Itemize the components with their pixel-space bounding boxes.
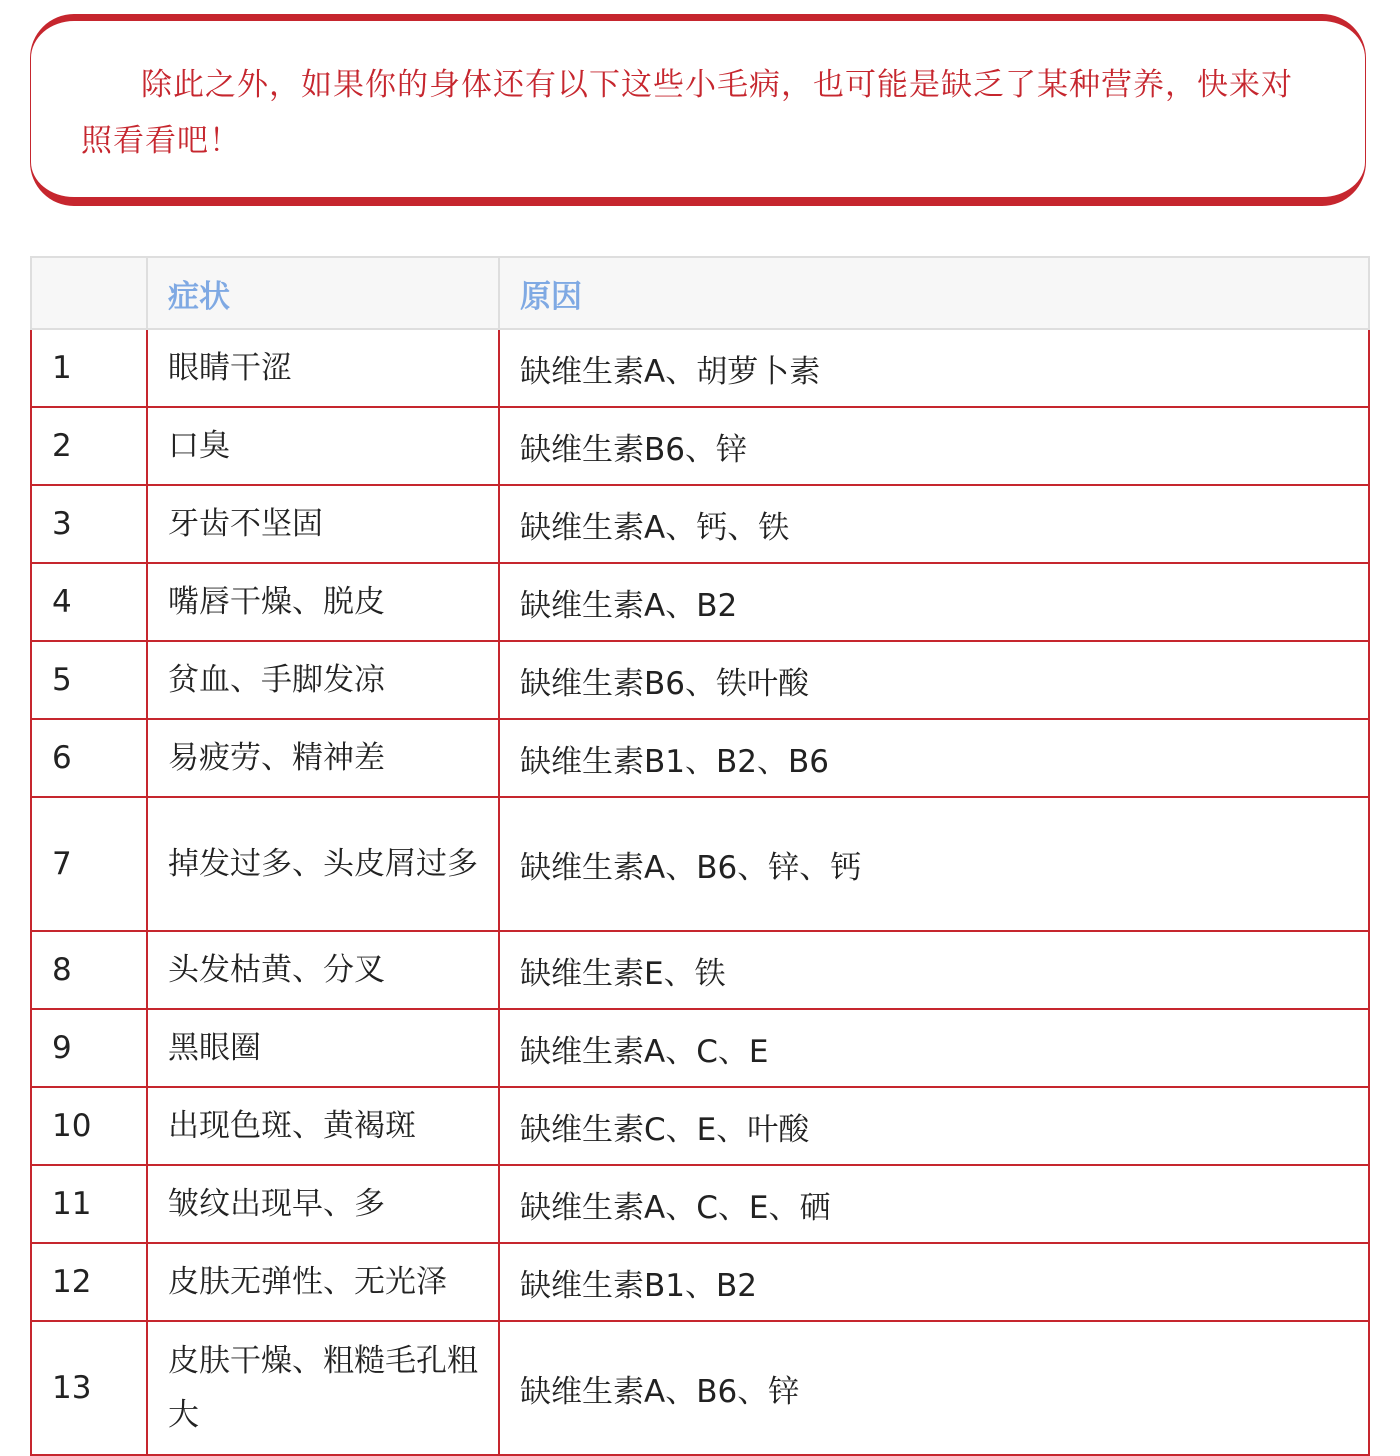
table-row <box>31 329 1369 407</box>
row-number: 13 <box>31 1321 147 1455</box>
row-number: 4 <box>31 563 147 641</box>
table-body <box>31 329 1369 1455</box>
row-cause: 缺维生素A、胡萝卜素 <box>499 329 1369 407</box>
table-row <box>31 1087 1369 1165</box>
table-row <box>31 1321 1369 1455</box>
row-cause: 缺维生素E、铁 <box>499 931 1369 1009</box>
table-row <box>31 641 1369 719</box>
row-symptom: 掉发过多、头皮屑过多 <box>147 797 499 931</box>
row-number: 10 <box>31 1087 147 1165</box>
row-cause: 缺维生素B1、B2 <box>499 1243 1369 1321</box>
row-number: 3 <box>31 485 147 563</box>
row-symptom: 头发枯黄、分叉 <box>147 931 499 1009</box>
table-row <box>31 1243 1369 1321</box>
row-symptom: 贫血、手脚发凉 <box>147 641 499 719</box>
row-symptom: 皮肤干燥、粗糙毛孔粗大 <box>147 1321 499 1455</box>
callout-box <box>30 14 1366 206</box>
row-number: 5 <box>31 641 147 719</box>
callout-text: 除此之外，如果你的身体还有以下这些小毛病，也可能是缺乏了某种营养，快来对照看看吧！ <box>81 67 1293 159</box>
table-row <box>31 1009 1369 1087</box>
row-cause: 缺维生素B1、B2、B6 <box>499 719 1369 797</box>
row-number: 9 <box>31 1009 147 1087</box>
header-row <box>31 257 1369 329</box>
row-cause: 缺维生素C、E、叶酸 <box>499 1087 1369 1165</box>
row-number: 2 <box>31 407 147 485</box>
row-cause: 缺维生素A、C、E <box>499 1009 1369 1087</box>
table-row <box>31 797 1369 931</box>
row-symptom: 牙齿不坚固 <box>147 485 499 563</box>
row-symptom: 眼睛干涩 <box>147 329 499 407</box>
row-cause: 缺维生素B6、锌 <box>499 407 1369 485</box>
table-header <box>31 257 1369 329</box>
header-number <box>31 257 147 329</box>
row-cause: 缺维生素B6、铁叶酸 <box>499 641 1369 719</box>
header-cause: 原因 <box>499 257 1369 329</box>
table-row <box>31 563 1369 641</box>
row-number: 12 <box>31 1243 147 1321</box>
row-symptom: 易疲劳、精神差 <box>147 719 499 797</box>
row-number: 6 <box>31 719 147 797</box>
row-symptom: 嘴唇干燥、脱皮 <box>147 563 499 641</box>
row-symptom: 皮肤无弹性、无光泽 <box>147 1243 499 1321</box>
table-row <box>31 719 1369 797</box>
table-row <box>31 407 1369 485</box>
table-row <box>31 1165 1369 1243</box>
row-number: 8 <box>31 931 147 1009</box>
row-cause: 缺维生素A、B6、锌、钙 <box>499 797 1369 931</box>
row-symptom: 出现色斑、黄褐斑 <box>147 1087 499 1165</box>
row-cause: 缺维生素A、B2 <box>499 563 1369 641</box>
header-symptom: 症状 <box>147 257 499 329</box>
row-cause: 缺维生素A、C、E、硒 <box>499 1165 1369 1243</box>
row-symptom: 口臭 <box>147 407 499 485</box>
row-symptom: 皱纹出现早、多 <box>147 1165 499 1243</box>
row-number: 7 <box>31 797 147 931</box>
row-cause: 缺维生素A、B6、锌 <box>499 1321 1369 1455</box>
table-row <box>31 485 1369 563</box>
row-symptom: 黑眼圈 <box>147 1009 499 1087</box>
table-row <box>31 931 1369 1009</box>
row-cause: 缺维生素A、钙、铁 <box>499 485 1369 563</box>
symptom-table <box>30 256 1370 1456</box>
row-number: 11 <box>31 1165 147 1243</box>
row-number: 1 <box>31 329 147 407</box>
